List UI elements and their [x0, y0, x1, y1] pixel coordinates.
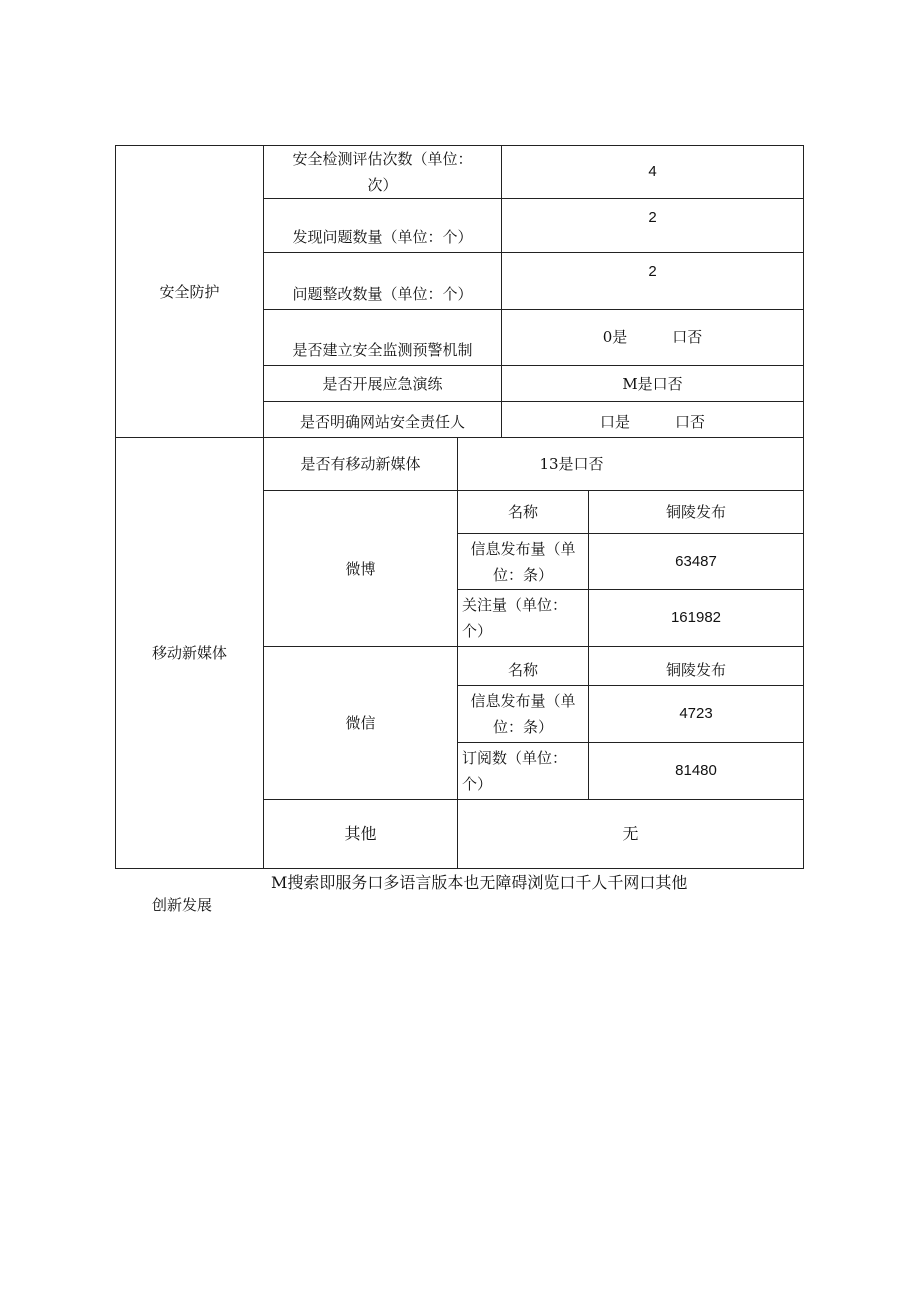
security-row-value: 2 — [648, 263, 657, 280]
weibo-followers-label: 关注量（单位：个） — [462, 596, 568, 640]
security-row-value: 0是 口否 — [602, 328, 703, 346]
weibo-posts-value: 63487 — [675, 552, 717, 570]
weibo-label: 微博 — [345, 559, 376, 578]
security-row-label: 安全检测评估次数（单位：次） — [292, 150, 473, 194]
security-row-value: 2 — [648, 209, 657, 226]
security-row-label: 是否建立安全监测预警机制 — [292, 341, 473, 359]
mobile-group-label: 移动新媒体 — [151, 644, 227, 662]
security-row-label: 问题整改数量（单位：个） — [292, 285, 473, 303]
wechat-subscribers-value: 81480 — [675, 762, 717, 779]
security-row-label: 是否明确网站安全责任人 — [299, 413, 465, 431]
wechat-label: 微信 — [345, 714, 376, 732]
has-mobile-label: 是否有移动新媒体 — [300, 455, 421, 473]
security-row-value: 口是 口否 — [599, 413, 705, 431]
security-row-label: 是否开展应急演练 — [322, 374, 443, 393]
wechat-subscribers-label: 订阅数（单位：个） — [462, 749, 568, 793]
has-mobile-value: 13是口否 — [539, 455, 604, 473]
wechat-posts-label: 信息发布量（单位：条） — [470, 692, 576, 736]
other-label: 其他 — [344, 824, 377, 843]
security-row-value: M是口否 — [622, 374, 683, 393]
security-row-value: 4 — [648, 163, 657, 180]
other-value: 无 — [622, 824, 639, 843]
wechat-name-value: 铜陵发布 — [665, 661, 726, 679]
weibo-posts-label: 信息发布量（单位：条） — [470, 539, 576, 584]
security-row-label: 发现问题数量（单位：个） — [292, 228, 473, 246]
security-group-label: 安全防护 — [159, 282, 220, 301]
wechat-posts-value: 4723 — [679, 705, 713, 722]
innovation-label: 创新发展 — [152, 896, 213, 914]
weibo-followers-value: 161982 — [670, 609, 722, 626]
weibo-name-header: 名称 — [507, 503, 538, 521]
wechat-name-header: 名称 — [507, 661, 538, 679]
innovation-options: M搜索即服务口多语言版本也无障碍浏览口千人千网口其他 — [271, 873, 688, 892]
weibo-name-value: 铜陵发布 — [665, 503, 726, 521]
